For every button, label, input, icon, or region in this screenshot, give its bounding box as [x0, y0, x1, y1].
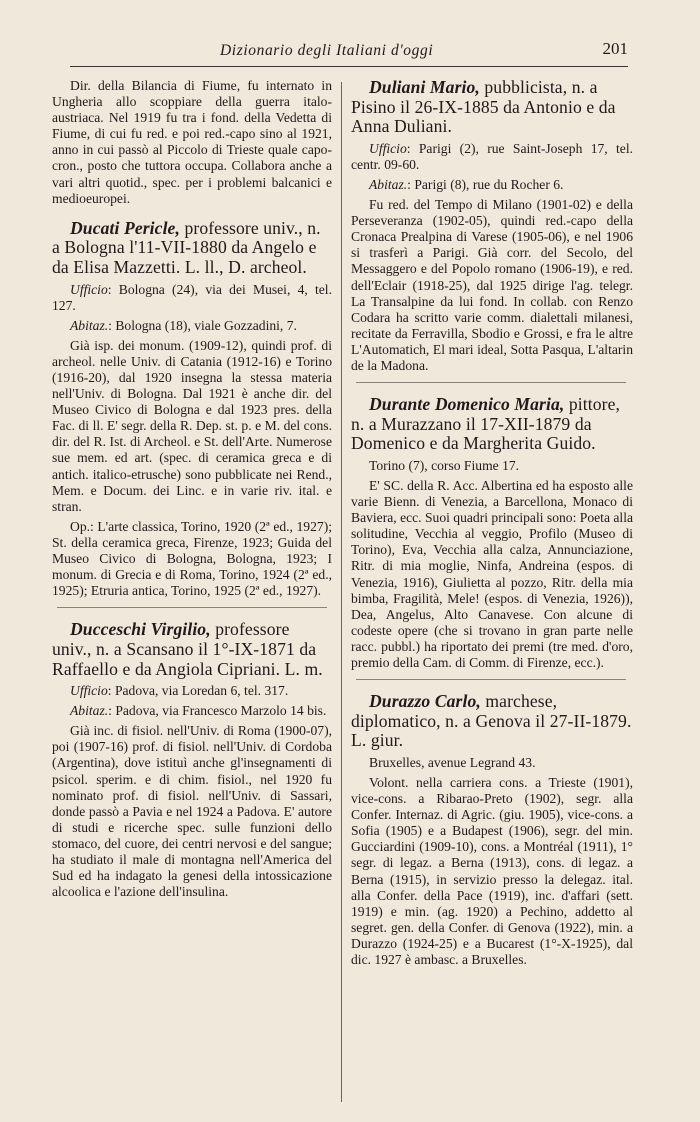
entry-body: Volont. nella carriera cons. a Trieste (1901), vice-cons. a Ribarao-Preto (1902), segr. alla Confer. Internaz. di Agric. (giu. 1905), vice-cons. a Sofia (1905) e a Budapest (1906), segr. del min. Gucciardini (1909-10), cons. a Montréal (1911), 1° segr. di legaz. a Berna (1913), cons. di legaz. a Berna (1915), in servizio presso la delegaz. ital. alla Confer. della Pace (1919), inc. d'affari (sett. 1919) e min. (ag. 1920) a Pechino, addetto al segret. gen. della Confer. di Genova (1922), min. a Durazzo (1924-25) e a Bucarest (1°-X-1925), dal dic. 1927 è ambasc. a Bruxelles. — [351, 774, 633, 967]
continuation-paragraph: Dir. della Bilancia di Fiume, fu internato in Ungheria allo scoppiare della guerra italo-austriaca. Nel 1919 fu tra i fond. della Vedetta di Fiume, di cui fu red. e poi red.-capo sino al 1921, anno in cui passò al Piccolo di Trieste quale capo-cron., posto che tuttora occupa. Collabora anche a vari altri quotid., spec. per i problemi balcanici e medioeuropei. — [52, 78, 332, 206]
entry-works: Op.: L'arte classica, Torino, 1920 (2ª ed., 1927); St. della ceramica greca, Firenze, 1923; Guida del Museo Civico di Bologna, Bologna, 1923; I monum. di Grecia e di Roma, Torino, 1924 (2ª ed., 1925); Etruria antica, Torino, 1925 (2ª ed., 1927). — [52, 518, 332, 599]
page-number: 201 — [602, 39, 628, 58]
page-header — [70, 38, 628, 67]
entry-description: marchese, diplomatico, n. a Genova il 27-II-1879. L. giur. — [351, 691, 632, 751]
entry-heading — [351, 692, 633, 751]
home-label: Abitaz. — [369, 176, 408, 192]
entry-description: pubblicista, n. a Pisino il 26-IX-1885 da Antonio e da Anna Duliani. — [351, 77, 616, 137]
home-label: Abitaz. — [70, 703, 109, 719]
home-address: Padova, via Francesco Marzolo 14 bis. — [115, 703, 327, 719]
entry-durazzo — [351, 692, 633, 968]
office-label: Ufficio — [70, 683, 108, 699]
home-address: Bologna (18), viale Gozzadini, 7. — [115, 317, 297, 333]
running-title: Dizionario degli Italiani d'oggi — [220, 42, 434, 59]
entry-separator — [356, 679, 626, 680]
entry-home: Abitaz.: Parigi (8), rue du Rocher 6. — [369, 176, 564, 192]
entry-name: Durazzo Carlo, — [369, 691, 481, 712]
entry-description: professore univ., n. a Scansano il 1°-IX-1871 da Raffaello e da Angiola Cipriani. L. m. — [52, 619, 323, 679]
entry-office: Ufficio: Padova, via Loredan 6, tel. 317. — [70, 683, 289, 699]
entry-separator — [57, 607, 327, 608]
entry-description: pittore, n. a Murazzano il 17-XII-1879 da Domenico e da Margherita Guido. — [351, 394, 620, 454]
home-label: Abitaz. — [70, 317, 109, 333]
home-address: Parigi (8), rue du Rocher 6. — [414, 176, 564, 192]
left-column — [52, 78, 332, 900]
entry-home: Abitaz.: Padova, via Francesco Marzolo 14 bis. — [70, 703, 327, 719]
entry-home: Abitaz.: Bologna (18), viale Gozzadini, 7. — [70, 317, 297, 333]
entry-name: Duliani Mario, — [369, 77, 480, 97]
entry-name: Ducati Pericle, — [70, 217, 180, 238]
column-divider — [341, 82, 342, 1102]
office-address: Bologna (24), via dei Musei, 4, tel. 127. — [52, 281, 332, 313]
entry-body: Fu red. del Tempo di Milano (1901-02) e della Perseveranza (1902-05), quindi red.-capo della Cronaca Prealpina di Varese (1905-06), e nel 1906 si trasferì a Parigi. Già corr. del Secolo, del Messaggero e del Popolo romano (1906-19), e red. dell'Eclair (1918-25), dal 1925 dirige l'ag. telegr. La Transalpine da lui fond. In collab. con Renzo Codara ha scritto varie comm. dialettali milanesi, recitate da Ferravilla, Sbodio e Grossi, e fra le altre L'Automatich, El mari ideal, Sotta Pasqua, L'altarin de la Madona. — [351, 197, 633, 373]
entry-name: Durante Domenico Maria, — [369, 394, 565, 415]
entry-office: Ufficio: Parigi (2), rue Saint-Joseph 17, tel. centr. 09-60. — [351, 140, 633, 172]
office-address: Parigi (2), rue Saint-Joseph 17, tel. centr. 09-60. — [351, 140, 633, 172]
entry-body: Già isp. dei monum. (1909-12), quindi prof. di archeol. nelle Univ. di Catania (1912-16) e Torino (1916-20), dal 1920 insegna la stessa materia nell'Univ. di Bologna. Dal 1921 è anche dir. del Museo Civico di Bologna e dal 1923 pres. della Fac. di ll. E' segr. della R. Dep. st. p. e M. del cons. dir. del R. Ist. di Archeol. e St. dell'Arte. Numerose sue mem. ed art. (spec. di ceramica greca e di antich. italico-etrusche) sono pubblicate nei Rend., Mem. e Docum. dei Linc. e in varie riv. ital. e stran. — [52, 337, 332, 514]
entry-separator — [356, 382, 626, 383]
office-label: Ufficio — [70, 281, 108, 297]
entry-name: Ducceschi Virgilio, — [70, 619, 211, 640]
entry-ducati — [52, 219, 332, 600]
entry-heading — [351, 78, 633, 137]
entry-heading — [52, 620, 332, 679]
entry-duliani — [351, 78, 633, 374]
office-address: Padova, via Loredan 6, tel. 317. — [114, 683, 289, 699]
entry-address: Bruxelles, avenue Legrand 43. — [369, 754, 536, 770]
entry-body: Già inc. di fisiol. nell'Univ. di Roma (1900-07), poi (1907-16) prof. di fisiol. nell'Univ. di Cordoba (Argentina), dove istituì anche gl'insegnamenti di psicol. sperim. e di chim. fisiol., nel 1920 fu nominato prof. di fisiol. nell'Univ. di Sassari, donde passò a Pavia e nel 1924 a Padova. E' autore di studi e ricerche spec. sulle funzioni dello stomaco, del cuore, dei centri nervosi e del sangue; ha studiato il male di montagna nell'America del Sud ed ha indagato la genesi della intossicazione alcoolica e l'azione dell'insulina. — [52, 723, 332, 900]
right-column — [351, 78, 633, 968]
entry-address: Torino (7), corso Fiume 17. — [369, 457, 520, 473]
entry-durante — [351, 395, 633, 671]
entry-body: E' SC. della R. Acc. Albertina ed ha esposto alle varie Bienn. di Venezia, a Barcellona, Monaco di Baviera, ecc. Suoi quadri principali sono: Poeta alla solitudine, Vecchia al veggio, Profilo (Museo di Torino), Eva, Vecchia alla calza, Annunciazione, Ritr. di mia moglie, Ninfa, Andreina (espos. di Venezia, 1916), Giulietta al pozzo, Ritr. della mia bimba, Fragilità, Mele! (espos. di Venezia, 1926)), Dea, Angelus, Alto Canavese. Con alcune di codeste opere (che si trovano in gran parte nelle racc. pubbl.) ha riportato dei premi (tre med. d'oro, premio della Cam. di Comm. di Firenze, ecc.). — [351, 477, 633, 670]
entry-ducceschi — [52, 620, 332, 900]
entry-office: Ufficio: Bologna (24), via dei Musei, 4, tel. 127. — [52, 281, 332, 313]
entry-heading — [52, 219, 332, 278]
entry-heading — [351, 395, 633, 454]
entry-description: professore univ., n. a Bologna l'11-VII-1880 da Angelo e da Elisa Mazzetti. L. ll., D. archeol. — [52, 217, 321, 277]
office-label: Ufficio — [369, 140, 407, 156]
